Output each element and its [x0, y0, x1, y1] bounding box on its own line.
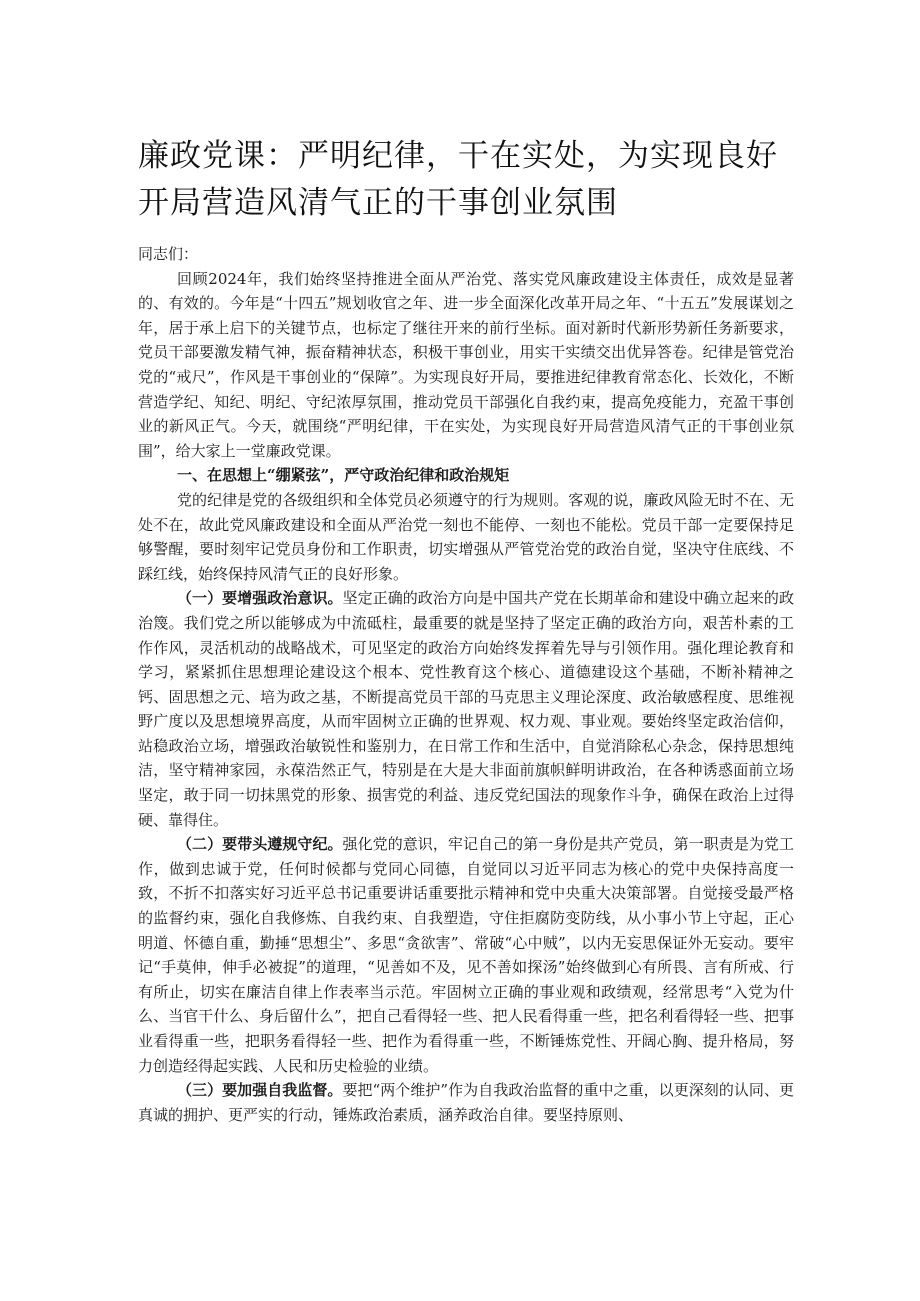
section-1-intro-paragraph: 党的纪律是党的各级组织和全体党员必须遵守的行为规则。客观的说，廉政风险无时不在、无处不在，故此党风廉政建设和全面从严治党一刻也不能停、一刻也不能松。党员干部一定要保持足够警醒，要时刻牢记党员身份和工作职责，切实增强从严管党治党的政治自觉，坚决守住底线、不踩红线，始终保持风清气正的良好形象。: [138, 490, 794, 583]
item-1-paragraph: [138, 586, 794, 832]
item-3-lead: （三）要加强自我监督。: [177, 1081, 343, 1100]
item-3-paragraph: [138, 1078, 794, 1127]
item-3-text: 要把“两个维护”作为自我政治监督的重中之重，以更深刻的认同、更真诚的拥护、更严实的行动，锤炼政治素质，涵养政治自律。要坚持原则、: [138, 1081, 794, 1124]
item-2-lead: （二）要带头遵规守纪。: [177, 835, 343, 854]
section-1-heading: 一、在思想上“绷紧弦”，严守政治纪律和政治规矩: [177, 466, 510, 485]
item-2-text: 强化党的意识，牢记自己的第一身份是共产党员，第一职责是为党工作，做到忠诚于党，任何时候都与党同心同德，自觉同以习近平同志为核心的党中央保持高度一致，不折不扣落实好习近平总书记重要讲话重要批示精神和党中央重大决策部署。自觉接受最严格的监督约束，强化自我修炼、自我约束、自我塑造，守住拒腐防变防线，从小事小节上守起，正心明道、怀德自重，勤捶“思想尘”、多思“贪欲害”、常破“心中贼”，以内无妄思保证外无妄动。要牢记“手莫伸，伸手必被捉”的道理，“见善如不及，见不善如探汤”始终做到心有所畏、言有所戒、行有所止，切实在廉洁自律上作表率当示范。牢固树立正确的事业观和政绩观，经常思考“入党为什么、当官干什么、身后留什么”，把自己看得轻一些、把人民看得重一些，把名利看得轻一些、把事业看得重一些，把职务看得轻一些、把作为看得重一些，不断锤炼党性、开阔心胸、提升格局，努力创造经得起实践、人民和历史检验的业绩。: [138, 835, 794, 1075]
item-1-lead: （一）要增强政治意识。: [177, 589, 343, 608]
salutation: 同志们：: [138, 245, 199, 263]
item-2-paragraph: [138, 832, 794, 1078]
document-body: [138, 242, 794, 1127]
intro-paragraph: 回顾2024年，我们始终坚持推进全面从严治党、落实党风廉政建设主体责任，成效是显著的、有效的。今年是“十四五”规划收官之年、进一步全面深化改革开局之年、“十五五”发展谋划之年，居于承上启下的关键节点，也标定了继往开来的前行坐标。面对新时代新形势新任务新要求，党员干部要激发精气神，振奋精神状态，积极干事创业，用实干实绩交出优异答卷。纪律是管党治党的“戒尺”，作风是干事创业的“保障”。为实现良好开局，要推进纪律教育常态化、长效化，不断营造学纪、知纪、明纪、守纪浓厚氛围，推动党员干部强化自我约束，提高免疫能力，充盈干事创业的新风正气。今天，就围绕“严明纪律，干在实处，为实现良好开局营造风清气正的干事创业氛围”，给大家上一堂廉政党课。: [138, 269, 794, 460]
document-title: 廉政党课：严明纪律，干在实处，为实现良好开局营造风清气正的干事创业氛围: [138, 138, 778, 221]
item-1-text: 坚定正确的政治方向是中国共产党在长期革命和建设中确立起来的政治篾。我们党之所以能够成为中流砥柱，最重要的就是坚持了坚定正确的政治方向，艰苦朴素的工作作风，灵活机动的战略战术，可见坚定的政治方向始终发挥着先导与引领作用。强化理论教育和学习，紧紧抓住思想理论建设这个根本、党性教育这个核心、道德建设这个基础，不断补精神之钙、固思想之元、培为政之基，不断提高党员干部的马克思主义理论深度、政治敏感程度、思维视野广度以及思想境界高度，从而牢固树立正确的世界观、权力观、事业观。要始终坚定政治信仰，站稳政治立场，增强政治敏锐性和鉴别力，在日常工作和生活中，自觉消除私心杂念，保持思想纯洁，坚守精神家园，永葆浩然正气，特别是在大是大非面前旗帜鲜明讲政治，在各种诱惑面前立场坚定，敢于同一切抹黑党的形象、损害党的利益、违反党纪国法的现象作斗争，确保在政治上过得硬、靠得住。: [138, 589, 794, 829]
